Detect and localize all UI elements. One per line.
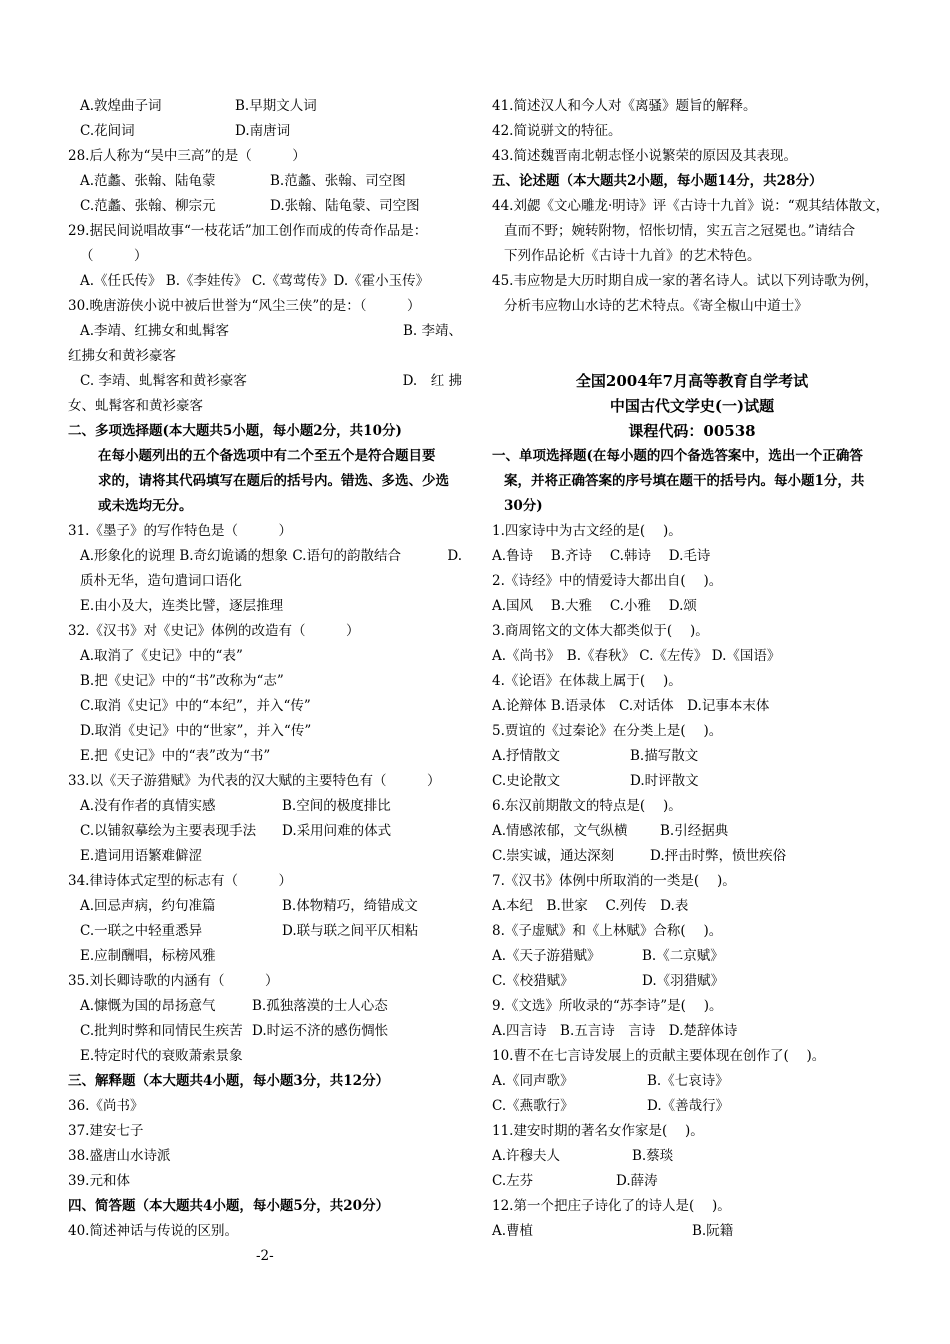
option-a: C.一联之中轻重悉异 [80, 923, 203, 939]
text-line: 12.第一个把庄子诗化了的诗人是( )。 [492, 1198, 731, 1214]
text-line: 39.元和体 [68, 1173, 130, 1189]
text-line: 2.《诗经》中的情爱诗大都出自( )。 [492, 573, 723, 589]
text-line [68, 194, 462, 219]
text-line: 8.《子虚赋》和《上林赋》合称( )。 [492, 923, 723, 939]
text-line: 36.《尚书》 [68, 1098, 144, 1114]
option-b: B.引经据典 [660, 823, 729, 839]
option-b: D. [447, 548, 462, 564]
option-a: A.敦煌曲子词 [80, 98, 162, 114]
text-line [68, 1019, 462, 1044]
option-b: D.时运不济的感伤惆怅 [252, 1023, 389, 1039]
text-line: 3.商周铭文的文体大都类似于( )。 [492, 623, 709, 639]
text-line: B.把《史记》中的“书”改称为“志” [80, 673, 284, 689]
text-line [492, 1219, 892, 1244]
text-line: A.论辩体 B.语录体 C.对话体 D.记事本末体 [492, 698, 770, 714]
left-column [68, 94, 462, 1244]
text-line: 质朴无华，造句遣词口语化 [80, 573, 242, 589]
text-line [68, 919, 462, 944]
option-a: A.曹植 [492, 1223, 534, 1239]
text-line: 案，并将正确答案的序号填在题干的括号内。每小题1分，共 [504, 473, 865, 489]
exam-title: 中国古代文学史(一)试题 [609, 397, 775, 415]
option-a: A.李靖、红拂女和虬髯客 [80, 323, 230, 339]
text-line: 34.律诗体式定型的标志有（ ） [68, 873, 292, 889]
option-a: C.史论散文 [492, 773, 561, 789]
text-line [492, 744, 892, 769]
text-line [68, 119, 462, 144]
option-b: D.采用问难的体式 [282, 823, 392, 839]
option-b: B.《二京赋》 [642, 948, 724, 964]
option-b: B.孤独落漠的士人心态 [252, 998, 388, 1014]
option-b: B. 李靖、 [402, 323, 462, 339]
text-line: E.特定时代的衰败萧索景象 [80, 1048, 243, 1064]
text-line: 7.《汉书》体例中所取消的一类是( )。 [492, 873, 736, 889]
text-line: 女、虬髯客和黄衫豪客 [68, 398, 203, 414]
text-line [68, 369, 462, 394]
page-number: -2- [256, 1248, 274, 1264]
text-line [68, 894, 462, 919]
option-a: C.批判时弊和同情民生疾苦 [80, 1023, 243, 1039]
option-b: D. 红 拂 [402, 373, 462, 389]
text-line: A.鲁诗 B.齐诗 C.韩诗 D.毛诗 [492, 548, 711, 564]
option-a: C.以铺叙摹绘为主要表现手法 [80, 823, 257, 839]
option-a: A.许穆夫人 [492, 1148, 561, 1164]
option-a: A.形象化的说理 B.奇幻诡谲的想象 C.语句的韵散结合 [80, 548, 401, 564]
text-line: A.《任氏传》 B.《李娃传》 C.《莺莺传》D.《霍小玉传》 [80, 273, 430, 289]
text-line [68, 94, 462, 119]
option-a: A.回忌声病，约句准篇 [80, 898, 216, 914]
option-b: B.早期文人词 [235, 98, 317, 114]
text-line: A.本纪 B.世家 C.列传 D.表 [492, 898, 689, 914]
text-line: 35.刘长卿诗歌的内涵有（ ） [68, 973, 279, 989]
section-heading: 三、解释题（本大题共4小题，每小题3分，共12分） [68, 1073, 390, 1089]
text-line: E.应制酬唱，标榜风雅 [80, 948, 216, 964]
text-line [68, 544, 462, 569]
option-b: D.抨击时弊，愤世疾俗 [650, 848, 787, 864]
text-line: E.遣词用语繁难僻涩 [80, 848, 203, 864]
text-line: 直而不野；婉转附物，怊怅切情，实五言之冠冕也。”请结合 [504, 223, 856, 239]
text-line [492, 1144, 892, 1169]
text-line: 37.建安七子 [68, 1123, 144, 1139]
text-line: 或未选均无分。 [98, 498, 193, 514]
option-a: A.范蠡、张翰、陆龟蒙 [80, 173, 216, 189]
option-a: C.《校猎赋》 [492, 973, 574, 989]
text-line: 6.东汉前期散文的特点是( )。 [492, 798, 682, 814]
text-line: 30.晚唐游侠小说中被后世誉为“风尘三侠”的是：（ ） [68, 298, 421, 314]
option-a: A.《同声歌》 [492, 1073, 574, 1089]
text-line [492, 1169, 892, 1194]
section-heading: 四、简答题（本大题共4小题，每小题5分，共20分） [68, 1198, 390, 1214]
exam-title: 全国2004年7月高等教育自学考试 [575, 372, 809, 390]
text-line: 41.简述汉人和今人对《离骚》题旨的解释。 [492, 98, 757, 114]
text-line [492, 969, 892, 994]
text-line [68, 994, 462, 1019]
text-line: C.取消《史记》中的“本纪”，并入“传” [80, 698, 311, 714]
text-line: 求的，请将其代码填写在题后的括号内。错选、多选、少选 [98, 473, 449, 489]
option-b: D.南唐词 [235, 123, 291, 139]
option-a: A.没有作者的真情实感 [80, 798, 216, 814]
text-line: A.四言诗 B.五言诗 言诗 D.楚辞体诗 [492, 1023, 738, 1039]
option-b: D.时评散文 [630, 773, 699, 789]
section-heading: 一、单项选择题(在每小题的四个备选答案中，选出一个正确答 [492, 448, 863, 464]
option-a: C.《燕歌行》 [492, 1098, 574, 1114]
option-a: C.左芬 [492, 1173, 534, 1189]
text-line [492, 844, 892, 869]
option-a: C. 李靖、虬髯客和黄衫豪客 [80, 373, 247, 389]
text-line [492, 344, 892, 369]
text-line: 44.刘勰《文心雕龙·明诗》评《古诗十九首》说：“观其结体散文， [492, 198, 890, 214]
text-line: 29.据民间说唱故事“一枝花话”加工创作而成的传奇作品是： [68, 223, 428, 239]
option-a: C.花间词 [80, 123, 135, 139]
option-b: D.薛涛 [616, 1173, 658, 1189]
text-line: 4.《论语》在体裁上属于( )。 [492, 673, 682, 689]
text-line: 9.《文选》所收录的“苏李诗”是( )。 [492, 998, 723, 1014]
option-b: D.《善哉行》 [647, 1098, 730, 1114]
option-a: A.情感浓郁，文气纵横 [492, 823, 628, 839]
text-line: 红拂女和黄衫豪客 [68, 348, 176, 364]
option-a: C.范蠡、张翰、柳宗元 [80, 198, 216, 214]
text-line [492, 769, 892, 794]
text-line: 5.贾谊的《过秦论》在分类上是( )。 [492, 723, 723, 739]
option-a: A.抒情散文 [492, 748, 561, 764]
text-line: 分析韦应物山水诗的艺术特点。《寄全椒山中道士》 [504, 298, 808, 314]
text-line: 30分) [504, 498, 543, 514]
option-a: C.崇实诚，通达深刻 [492, 848, 615, 864]
text-line: 1.四家诗中为古文经的是( )。 [492, 523, 682, 539]
option-a: A.慷慨为国的昂扬意气 [80, 998, 216, 1014]
section-heading: 二、多项选择题(本大题共5小题，每小题2分，共10分) [68, 423, 402, 439]
option-b: B.阮籍 [692, 1223, 734, 1239]
option-a: A.《天子游猎赋》 [492, 948, 601, 964]
section-heading: 五、论述题（本大题共2小题，每小题14分，共28分） [492, 173, 823, 189]
option-b: B.蔡琰 [632, 1148, 674, 1164]
text-line: D.取消《史记》中的“世家”，并入“传” [80, 723, 312, 739]
option-b: D.联与联之间平仄相粘 [282, 923, 419, 939]
text-line: 32.《汉书》对《史记》体例的改造有（ ） [68, 623, 360, 639]
option-b: D.张翰、陆龟蒙、司空图 [270, 198, 420, 214]
text-line [492, 944, 892, 969]
text-line: E.由小及大，连类比譬，逐层推理 [80, 598, 284, 614]
text-line [68, 319, 462, 344]
text-line: 42.简说骈文的特征。 [492, 123, 622, 139]
text-line: 38.盛唐山水诗派 [68, 1148, 171, 1164]
text-line: 11.建安时期的著名女作家是( )。 [492, 1123, 704, 1139]
text-line: 下列作品论析《古诗十九首》的艺术特色。 [504, 248, 761, 264]
text-line: （ ） [80, 248, 148, 264]
right-column [492, 94, 892, 1244]
text-line [492, 819, 892, 844]
option-b: B.《七哀诗》 [647, 1073, 729, 1089]
text-line: 43.简述魏晋南北朝志怪小说繁荣的原因及其表现。 [492, 148, 797, 164]
text-line: A.《尚书》 B.《春秋》 C.《左传》 D.《国语》 [492, 648, 781, 664]
text-line [68, 794, 462, 819]
option-b: B.描写散文 [630, 748, 699, 764]
text-line [68, 169, 462, 194]
text-line [492, 1069, 892, 1094]
text-line: 31.《墨子》的写作特色是（ ） [68, 523, 292, 539]
text-line: E.把《史记》中的“表”改为“书” [80, 748, 271, 764]
option-b: B.范蠡、张翰、司空图 [270, 173, 406, 189]
text-line: 在每小题列出的五个备选项中有二个至五个是符合题目要 [98, 448, 436, 464]
text-line [68, 819, 462, 844]
option-b: B.体物精巧，绮错成文 [282, 898, 418, 914]
text-line [492, 1094, 892, 1119]
text-line: 33.以《天子游猎赋》为代表的汉大赋的主要特色有（ ） [68, 773, 441, 789]
option-b: B.空间的极度排比 [282, 798, 391, 814]
text-line: A.国风 B.大雅 C.小雅 D.颂 [492, 598, 697, 614]
text-line [492, 319, 892, 344]
exam-title: 课程代码：00538 [628, 422, 756, 440]
option-b: D.《羽猎赋》 [642, 973, 725, 989]
text-line: 28.后人称为“吴中三高”的是（ ） [68, 148, 306, 164]
text-line: A.取消了《史记》中的“表” [80, 648, 243, 664]
text-line: 45.韦应物是大历时期自成一家的著名诗人。试以下列诗歌为例， [492, 273, 878, 289]
text-line: 10.曹不在七言诗发展上的贡献主要体现在创作了( )。 [492, 1048, 826, 1064]
text-line: 40.简述神话与传说的区别。 [68, 1223, 238, 1239]
